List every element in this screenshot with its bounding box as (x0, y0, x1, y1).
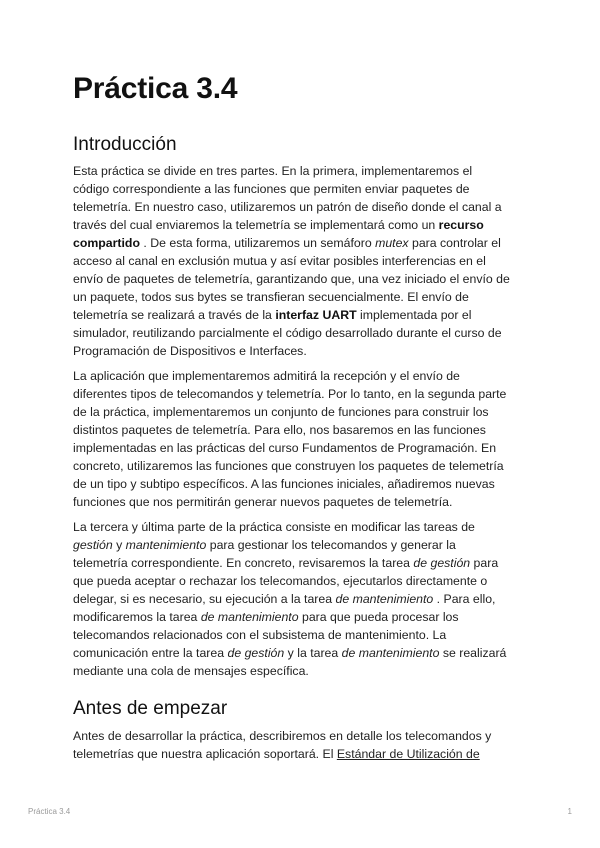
text-line: mediante una cola de mensajes específica. (73, 664, 309, 678)
paragraph-intro-2 (73, 367, 528, 511)
text-line: de la práctica, implementaremos un conjunto de funciones para construir los (73, 405, 489, 419)
footer-page-number: 1 (567, 807, 572, 816)
text-line: telemetrías que nuestra aplicación soportará. El Estándar de Utilización de (73, 747, 480, 761)
bold-term-interfaz-uart: interfaz UART (275, 308, 357, 322)
text-line: que pueda aceptar o rechazar los telecomandos, ejecutarlos directamente o (73, 574, 488, 588)
paragraph-intro-1 (73, 162, 528, 360)
link-estandar-utilizacion[interactable]: Estándar de Utilización de (336, 747, 480, 761)
text-line: telecomandos relacionados con el subsistema de mantenimiento. La (73, 628, 447, 642)
paragraph-intro-3 (73, 518, 528, 680)
text-line: Esta práctica se divide en tres partes. En la primera, implementaremos el (73, 164, 473, 178)
text-line: Programación de Dispositivos e Interfaces. (73, 344, 307, 358)
text-line: un paquete, todos sus bytes se transfieran secuencialmente. El envío de (73, 290, 469, 304)
text-line: delegar, si es necesario, su ejecución a la tarea de mantenimiento . Para ello, (73, 592, 496, 606)
text-line: Antes de desarrollar la práctica, describiremos en detalle los telecomandos y (73, 729, 492, 743)
text-line: concreto, utilizaremos las funciones que construyen los paquetes de telemetría (73, 459, 504, 473)
bold-term-compartido: compartido (73, 236, 140, 250)
paragraph-antes-1 (73, 727, 528, 763)
footer-title: Práctica 3.4 (28, 807, 71, 816)
text-line: diferentes tipos de telecomandos y telemetría. Por lo tanto, en la segunda parte (73, 387, 507, 401)
text-line: La tercera y última parte de la práctica consiste en modificar las tareas de (73, 520, 475, 534)
text-line: acceso al canal en exclusión mutua y así evitar posibles interferencias en el (73, 254, 486, 268)
text-line: distintos paquetes de telemetría. Para ello, nos basaremos en las funciones (73, 423, 486, 437)
text-line: código correspondiente a las funciones que permiten enviar paquetes de (73, 182, 470, 196)
text-line: de un tipo y subtipo específicos. A las funciones iniciales, añadiremos nuevas (73, 477, 495, 491)
text-line: gestión y mantenimiento para gestionar los telecomandos y generar la (73, 538, 456, 552)
italic-term-mutex: mutex (375, 236, 409, 250)
text-line: compartido . De esta forma, utilizaremos un semáforo mutex para controlar el (73, 236, 501, 250)
page-title: Práctica 3.4 (73, 72, 238, 105)
bold-term-recurso: recurso (438, 218, 484, 232)
text-line: simulador, reutilizando parcialmente el código desarrollado durante el curso de (73, 326, 502, 340)
text-line: funciones que nos permitirán generar nuevos paquetes de telemetría. (73, 495, 453, 509)
text-line: La aplicación que implementaremos admitirá la recepción y el envío de (73, 369, 460, 383)
text-line: implementadas en las prácticas del curso Fundamentos de Programación. En (73, 441, 497, 455)
text-line: telemetría se realizará a través de la interfaz UART implementada por el (73, 308, 472, 322)
section-heading-antes-de-empezar: Antes de empezar (73, 698, 228, 719)
text-line: modificaremos la tarea de mantenimiento para que pueda procesar los (73, 610, 459, 624)
text-line: través del cual enviaremos la telemetría se implementará como un recurso (73, 218, 484, 232)
section-heading-introduccion: Introducción (73, 134, 177, 155)
text-line: telemetría. En nuestro caso, utilizaremos un patrón de diseño donde el canal a (73, 200, 502, 214)
text-line: telemetría correspondiente. En concreto, revisaremos la tarea de gestión para (73, 556, 499, 570)
text-line: envío de paquetes de telemetría, garantizando que, una vez iniciado el envío de (73, 272, 510, 286)
text-line: comunicación entre la tarea de gestión y la tarea de mantenimiento se realizará (73, 646, 507, 660)
